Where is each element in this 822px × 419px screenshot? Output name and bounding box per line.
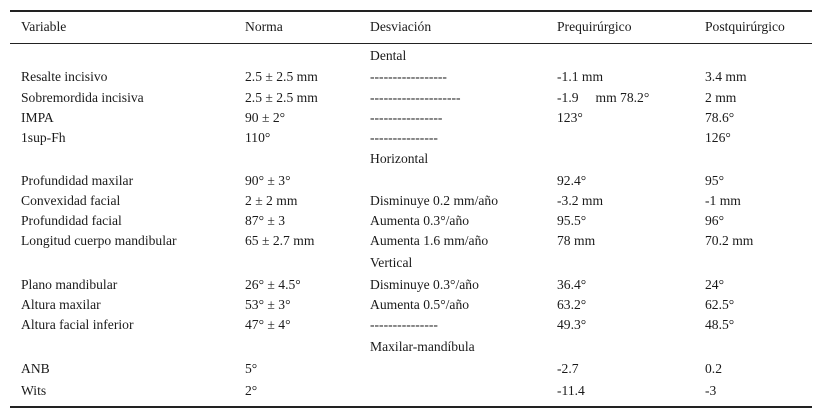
desviacion-cell: Disminuye 0.2 mm/año <box>370 193 498 208</box>
desviacion-cell: ----------------- <box>370 69 447 84</box>
desviacion-cell: Disminuye 0.3°/año <box>370 277 479 292</box>
postquirurgico-cell: -3 <box>705 383 717 398</box>
variable-cell: Profundidad facial <box>21 213 122 228</box>
prequirurgico-cell: -2.7 <box>557 361 579 376</box>
section-title-dental: Dental <box>370 48 407 63</box>
norma-cell: 2.5 ± 2.5 mm <box>245 69 318 84</box>
desviacion-cell: -------------------- <box>370 90 461 105</box>
variable-cell: Altura maxilar <box>21 297 101 312</box>
prequirurgico-cell: -1.1 mm <box>557 69 604 84</box>
section-title-maxilar-mandibula: Maxilar-mandíbula <box>370 339 475 354</box>
postquirurgico-cell: 24° <box>705 277 725 292</box>
norma-cell: 2 ± 2 mm <box>245 193 298 208</box>
desviacion-cell: --------------- <box>370 130 438 145</box>
postquirurgico-cell: 96° <box>705 213 725 228</box>
variable-cell: Sobremordida incisiva <box>21 90 144 105</box>
prequirurgico-cell: -11.4 <box>557 383 585 398</box>
norma-cell: 47° ± 4° <box>245 317 291 332</box>
norma-cell: 65 ± 2.7 mm <box>245 233 315 248</box>
table-header-rule <box>10 43 812 44</box>
section-title-horizontal: Horizontal <box>370 151 429 166</box>
header-postquirurgico: Postquirúrgico <box>705 19 785 34</box>
norma-cell: 90 ± 2° <box>245 110 286 125</box>
prequirurgico-cell: 78 mm <box>557 233 596 248</box>
table-bottom-rule <box>10 406 812 408</box>
norma-cell: 110° <box>245 130 271 145</box>
table-top-rule <box>10 10 812 12</box>
variable-cell: Wits <box>21 383 47 398</box>
postquirurgico-cell: 3.4 mm <box>705 69 747 84</box>
prequirurgico-cell: 123° <box>557 110 583 125</box>
norma-cell: 2° <box>245 383 258 398</box>
desviacion-cell: Aumenta 0.5°/año <box>370 297 470 312</box>
prequirurgico-cell: 95.5° <box>557 213 587 228</box>
variable-cell: 1sup-Fh <box>21 130 66 145</box>
variable-cell: ANB <box>21 361 50 376</box>
postquirurgico-cell: 62.5° <box>705 297 735 312</box>
prequirurgico-cell: 63.2° <box>557 297 587 312</box>
norma-cell: 5° <box>245 361 258 376</box>
variable-cell: Resalte incisivo <box>21 69 108 84</box>
variable-cell: Convexidad facial <box>21 193 121 208</box>
prequirurgico-cell: 49.3° <box>557 317 587 332</box>
variable-cell: Altura facial inferior <box>21 317 134 332</box>
desviacion-cell: Aumenta 1.6 mm/año <box>370 233 489 248</box>
norma-cell: 90° ± 3° <box>245 173 291 188</box>
header-desviacion: Desviación <box>370 19 432 34</box>
norma-cell: 26° ± 4.5° <box>245 277 301 292</box>
variable-cell: IMPA <box>21 110 54 125</box>
header-variable: Variable <box>21 19 67 34</box>
postquirurgico-cell: 70.2 mm <box>705 233 754 248</box>
postquirurgico-cell: 48.5° <box>705 317 735 332</box>
postquirurgico-cell: 95° <box>705 173 725 188</box>
prequirurgico-cell: -3.2 mm <box>557 193 604 208</box>
postquirurgico-cell: 126° <box>705 130 731 145</box>
prequirurgico-cell: 92.4° <box>557 173 587 188</box>
variable-cell: Plano mandibular <box>21 277 118 292</box>
variable-cell: Longitud cuerpo mandibular <box>21 233 177 248</box>
postquirurgico-cell: 0.2 <box>705 361 722 376</box>
prequirurgico-cell: 36.4° <box>557 277 587 292</box>
variable-cell: Profundidad maxilar <box>21 173 134 188</box>
postquirurgico-cell: 2 mm <box>705 90 737 105</box>
section-title-vertical: Vertical <box>370 255 413 270</box>
desviacion-cell: --------------- <box>370 317 438 332</box>
desviacion-cell: ---------------- <box>370 110 443 125</box>
postquirurgico-cell: -1 mm <box>705 193 741 208</box>
norma-cell: 53° ± 3° <box>245 297 291 312</box>
postquirurgico-cell: 78.6° <box>705 110 735 125</box>
header-norma: Norma <box>245 19 283 34</box>
desviacion-cell: Aumenta 0.3°/año <box>370 213 470 228</box>
norma-cell: 2.5 ± 2.5 mm <box>245 90 318 105</box>
header-prequirurgico: Prequirúrgico <box>557 19 632 34</box>
prequirurgico-cell: -1.9 mm 78.2° <box>557 90 650 105</box>
norma-cell: 87° ± 3 <box>245 213 286 228</box>
